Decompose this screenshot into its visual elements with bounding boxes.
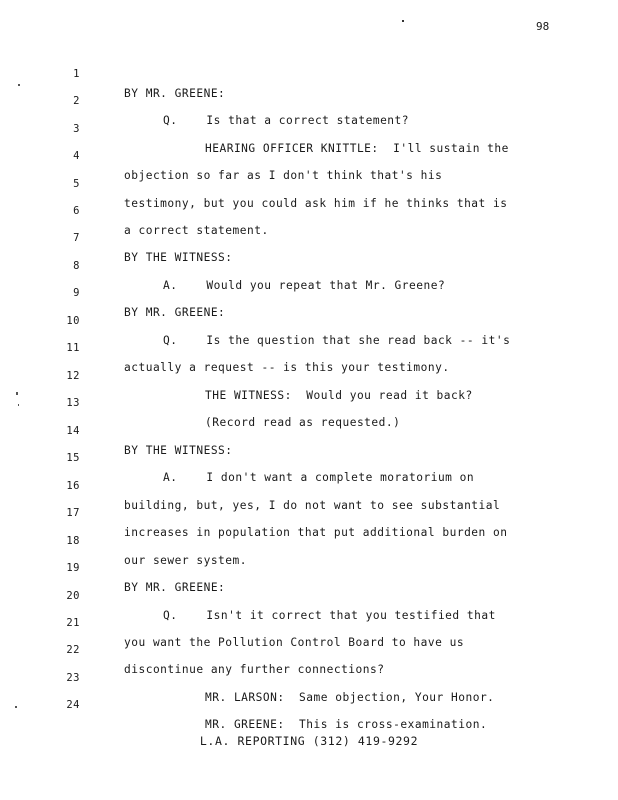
- line-text: BY MR. GREENE:: [124, 87, 226, 100]
- line-text: BY THE WITNESS:: [124, 444, 233, 457]
- line-text: (Record read as requested.): [205, 416, 401, 429]
- line-number: 1: [73, 68, 80, 80]
- line-number: 14: [66, 425, 80, 437]
- line-text: MR. GREENE: This is cross-examination.: [205, 718, 488, 731]
- line-text: testimony, but you could ask him if he thinks that is: [124, 197, 508, 210]
- line-text: Q. Isn't it correct that you testified that: [163, 609, 496, 622]
- line-number: 2: [73, 95, 80, 107]
- line-number: 16: [66, 480, 80, 492]
- line-text: increases in population that put additional burden on: [124, 526, 508, 539]
- line-text: you want the Pollution Control Board to have us: [124, 636, 465, 649]
- scan-speck: [18, 84, 20, 86]
- line-number: 10: [66, 315, 80, 327]
- line-text: MR. LARSON: Same objection, Your Honor.: [205, 691, 495, 704]
- line-number: 21: [66, 617, 80, 629]
- line-text: BY MR. GREENE:: [124, 581, 226, 594]
- line-number: 17: [66, 507, 80, 519]
- line-number: 8: [73, 260, 80, 272]
- line-text: Q. Is that a correct statement?: [163, 114, 410, 127]
- line-number: 24: [66, 699, 80, 711]
- line-number: 22: [66, 644, 80, 656]
- line-text: HEARING OFFICER KNITTLE: I'll sustain the: [205, 142, 509, 155]
- line-number: 7: [73, 232, 80, 244]
- line-text: A. Would you repeat that Mr. Greene?: [163, 279, 446, 292]
- scan-speck: [16, 392, 18, 395]
- line-number: 9: [73, 287, 80, 299]
- line-number: 5: [73, 178, 80, 190]
- line-number: 15: [66, 452, 80, 464]
- line-number: 20: [66, 590, 80, 602]
- line-number: 23: [66, 672, 80, 684]
- line-number: 13: [66, 397, 80, 409]
- line-text: discontinue any further connections?: [124, 663, 385, 676]
- line-number: 11: [66, 342, 80, 354]
- line-text: Q. Is the question that she read back -- it's: [163, 334, 511, 347]
- scan-speck: [18, 404, 19, 406]
- line-text: our sewer system.: [124, 554, 248, 567]
- page-number: 98: [536, 20, 550, 33]
- line-number: 19: [66, 562, 80, 574]
- line-number: 6: [73, 205, 80, 217]
- line-text: a correct statement.: [124, 224, 269, 237]
- scan-speck: [15, 706, 17, 708]
- line-text: BY MR. GREENE:: [124, 306, 226, 319]
- line-number: 12: [66, 370, 80, 382]
- line-text: A. I don't want a complete moratorium on: [163, 471, 475, 484]
- line-text: objection so far as I don't think that's his: [124, 169, 443, 182]
- line-text: BY THE WITNESS:: [124, 251, 233, 264]
- transcript-line: [0, 44, 618, 100]
- line-text: THE WITNESS: Would you read it back?: [205, 389, 473, 402]
- reporter-footer: L.A. REPORTING (312) 419-9292: [199, 734, 419, 748]
- line-number: 4: [73, 150, 80, 162]
- line-text: actually a request -- is this your testimony.: [124, 361, 450, 374]
- line-number: 3: [73, 123, 80, 135]
- line-text: building, but, yes, I do not want to see substantial: [124, 499, 501, 512]
- line-number: 18: [66, 535, 80, 547]
